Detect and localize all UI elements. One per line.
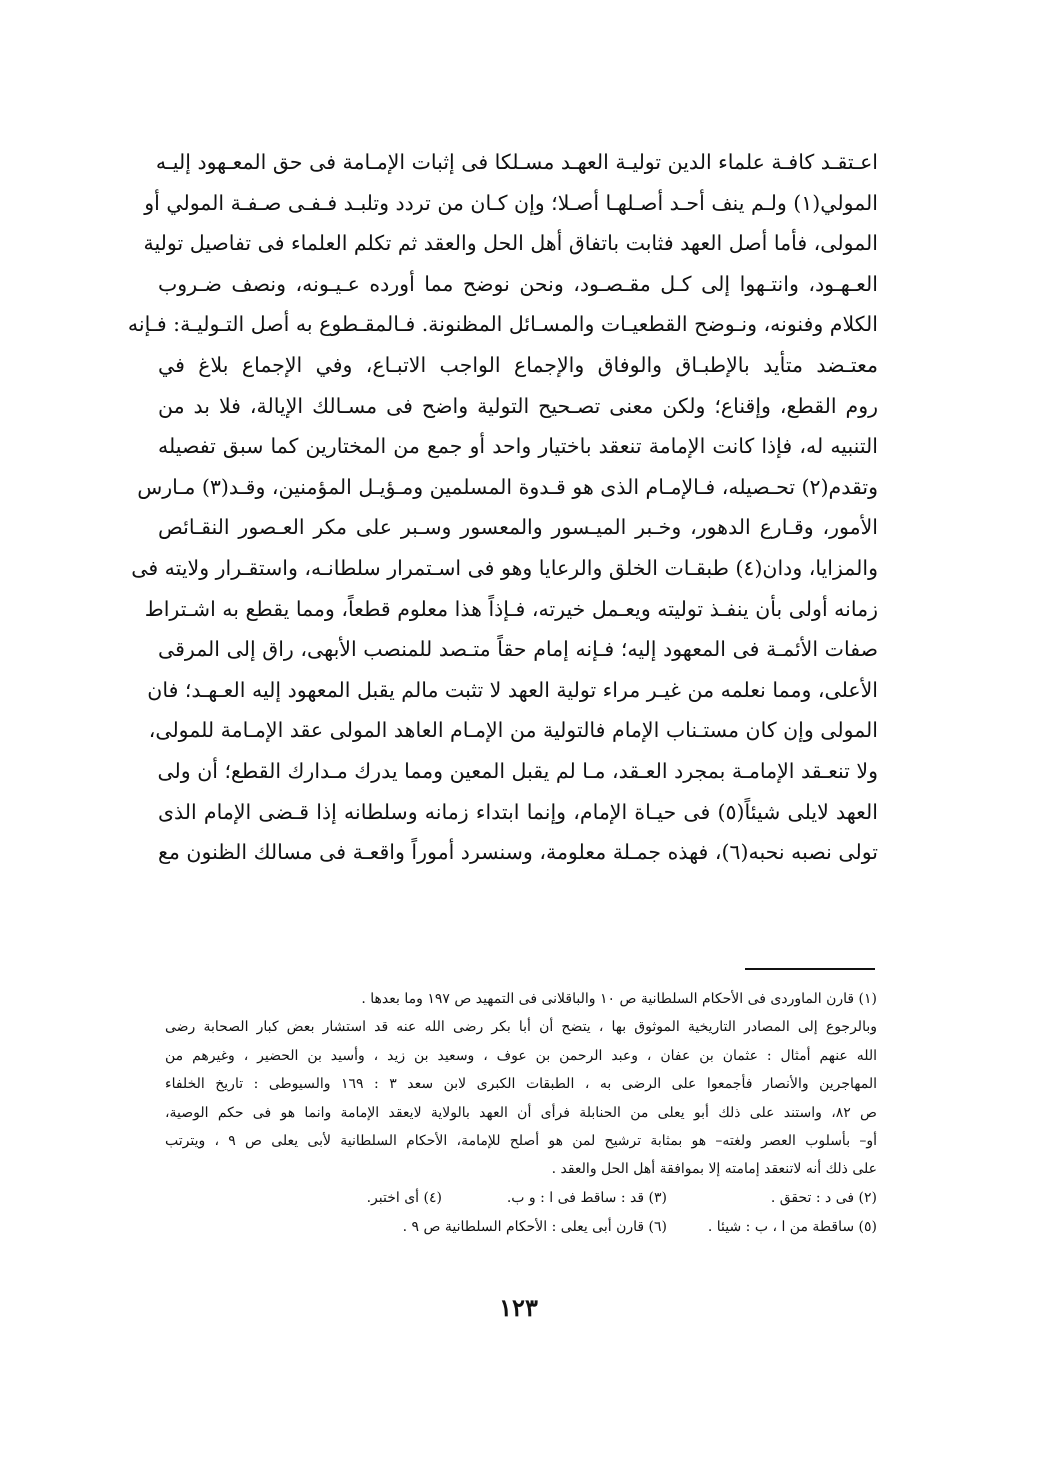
text-line: التنبيه له، فإذا كانت الإمامة تنعقد باختيار واحد أو جمع من المختارين كما سبق تفصيله [158,434,878,459]
text-line: الأعلى، ومما نعلمه من غيـر مراء تولية العهد لا تثبت مالم يقبل المعهود إليه العـهـد؛ فان [147,677,878,702]
footnote-3: (٣) قد : ساقط فى ا : و ب. [506,1189,667,1206]
text-line: اعـتقـد كافـة علماء الدين توليـة العهـد مسـلكا فى إثبات الإمـامة فى حق المعـهود إليـه [155,150,878,174]
footnote-2: (٢) فى د : تحقق . [770,1189,877,1206]
footnote-row [165,1184,877,1213]
footnote-line: وبالرجوع إلى المصادر التاريخية الموثوق بها ، يتضح أن أبا بكر رضى الله عنه قد استشار بعض كبار الصحابة رضى [165,1019,877,1036]
footnote-6: (٦) قارن أبى يعلى : الأحكام السلطانية ص ٩ . [402,1218,667,1235]
footnote-line: ص ٨٢، واستند على ذلك أبو يعلى من الحنابلة فرأى أن العهد بالولاية لايعقد الإمامة وانما هو فى حكم الوصية، [165,1104,877,1121]
text-line: ولا تنعـقد الإمامـة بمجرد العـقد، مـا لم يقبل المعين ومما يدرك مـدارك القطع؛ أن ولى [157,758,878,783]
text-line: الكلام وفنونه، ونـوضح القطعيـات والمسـائل المظنونة. فـالمقـطوع به أصل التـوليـة: فـإنه [127,312,878,337]
text-line: الأمور، وقـارع الدهور، وخـبر الميـسور والمعسور وسـبر على مكر العـصور النقـائص [158,515,878,540]
footnote-line: على ذلك أنه لاتنعقد إمامته إلا بموافقة أهل الحل والعقد . [551,1161,877,1178]
text-line: روم القطع، وإقناع؛ ولكن معنى تصـحيح التولية واضح فى مسـالك الإيالة، فلا بد من [158,393,878,418]
text-line: زمانه أولى بأن ينفـذ توليته ويعـمل خيرته، فـإذاً هذا معلوم قطعاً، ومما يقطع به اشـتراط [144,596,878,621]
text-line: وتقدم(٢) تحـصيله، فـالإمـام الذى هو قـدوة المسلمين ومـؤيـل المؤمنين، وقـد(٣) مـارس [137,474,878,499]
footnote-separator [745,968,875,970]
footnote-line: (١) قارن الماوردى فى الأحكام السلطانية ص ١٠ والباقلانى فى التمهيد ص ١٩٧ وما بعدها . [361,991,877,1007]
page-number: ١٢٣ [499,1293,538,1322]
text-line: معتـضد متأيد بالإطبـاق والوفاق والإجماع الواجب الاتبـاع، وفي الإجماع بلاغ في [158,352,878,377]
footnote-line: المهاجرين والأنصار فأجمعوا على الرضى به ، الطبقات الكبرى لابن سعد ٣ : ١٦٩ والسيوطى : تاريخ الخلفاء [165,1076,877,1093]
text-line: العهد لايلى شيئاً(٥) فى حيـاة الإمام، وإنما ابتداء زمانه وسلطانه إذا قـضى الإمام الذى [158,799,878,824]
text-line: والمزايا، ودان(٤) طبقـات الخلق والرعايا وهو فى اسـتمرار سلطانـه، واستقـرار ولايته فى [131,555,878,580]
footnotes-block [165,985,877,1242]
text-line: العـهـود، وانتـهوا إلى كـل مقـصـود، ونحن نوضح مما أورده عـيـونه، ونصف ضـروب [158,271,878,296]
main-text-block [127,142,878,873]
footnote-line: أو– بأسلوب العصر ولغته– هو بمثابة ترشيح لمن هو أصلح للإمامة، الأحكام السلطانية لأبى يعلى ص ٩ ، ويترتب [165,1132,877,1149]
text-line: المولى وإن كان مستـناب الإمام فالتولية من الإمـام العاهد المولى عقد الإمـامة للمولى، [148,718,878,743]
footnote-row [165,1213,877,1242]
footnote-4: (٤) أى اختبر. [366,1189,442,1206]
text-line: تولى نصبه نحبه(٦)، فهذه جمـلة معلومة، وسنسرد أموراً واقعـة فى مسالك الظنون مع [158,840,878,865]
text-line: صفات الأئمـة فى المعهود إليه؛ فـإنه إمام حقاً متـصد للمنصب الأبهى، راق إلى المرقى [158,637,878,662]
text-line: المولي(١) ولـم ينف أحـد أصـلهـا أصـلا؛ وإن كـان من تردد وتلبـد فـفـى صـفـة المولي أو [144,190,878,215]
footnote-5: (٥) ساقطة من ا ، ب : شيئا . [707,1218,877,1235]
text-line: المولى، فأما أصل العهد فثابت باتفاق أهل الحل والعقد ثم تكلم العلماء فى تفاصيل تولية [143,231,878,256]
footnote-line: الله عنهم أمثال : عثمان بن عفان ، وعبد الرحمن بن عوف ، وسعيد بن زيد ، وأسيد بن الحضير ، وغيرهم من [165,1047,877,1064]
